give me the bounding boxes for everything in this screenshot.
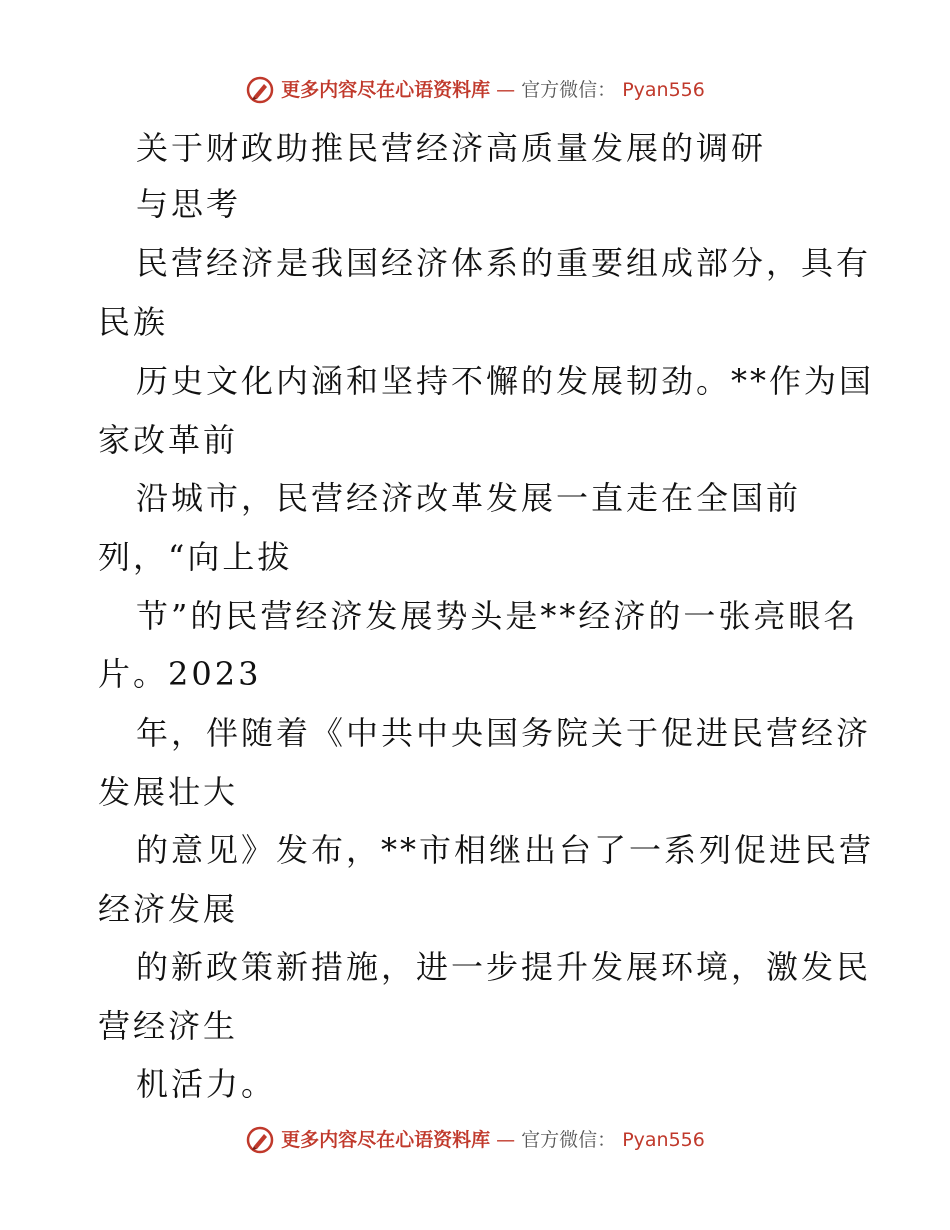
paragraph-line: 的新政策新措施，进一步提升发展环境，激发民 xyxy=(136,948,872,986)
document-title-line-1: 关于财政助推民营经济高质量发展的调研 xyxy=(136,129,767,167)
paragraph-line: 发展壮大 xyxy=(98,773,239,811)
paragraph-line: 营经济生 xyxy=(98,1007,239,1045)
paragraph-line: 经济发展 xyxy=(98,890,239,928)
banner-brand-text: 更多内容尽在心语资料库 xyxy=(281,79,491,101)
pen-circle-logo-icon xyxy=(245,1125,275,1155)
paragraph-line: 片。2023 xyxy=(98,655,262,693)
paragraph-line: 沿城市，民营经济改革发展一直走在全国前 xyxy=(136,479,802,517)
document-title-line-2: 与思考 xyxy=(136,185,242,223)
paragraph-line: 家改革前 xyxy=(98,421,239,459)
paragraph-line: 历史文化内涵和坚持不懈的发展韧劲。**作为国 xyxy=(136,362,875,400)
banner-account-text: Pyan556 xyxy=(622,1129,705,1151)
footer-watermark-banner xyxy=(0,1122,950,1158)
paragraph-line: 的意见》发布，**市相继出台了一系列促进民营 xyxy=(136,831,875,869)
banner-label-text: 官方微信： xyxy=(521,79,617,101)
paragraph-line: 列，“向上拔 xyxy=(98,538,293,576)
paragraph-line: 民营经济是我国经济体系的重要组成部分，具有 xyxy=(136,244,872,282)
banner-account-text: Pyan556 xyxy=(622,79,705,101)
pen-circle-logo-icon xyxy=(245,75,275,105)
banner-brand-text: 更多内容尽在心语资料库 xyxy=(281,1129,491,1151)
paragraph-line: 机活力。 xyxy=(136,1065,277,1103)
banner-separator: — xyxy=(496,79,516,101)
paragraph-line: 年，伴随着《中共中央国务院关于促进民营经济 xyxy=(136,714,872,752)
banner-separator: — xyxy=(496,1129,516,1151)
paragraph-line: 节”的民营经济发展势头是**经济的一张亮眼名 xyxy=(136,597,859,635)
header-watermark-banner xyxy=(0,72,950,108)
paragraph-line: 民族 xyxy=(98,303,169,341)
banner-label-text: 官方微信： xyxy=(521,1129,617,1151)
